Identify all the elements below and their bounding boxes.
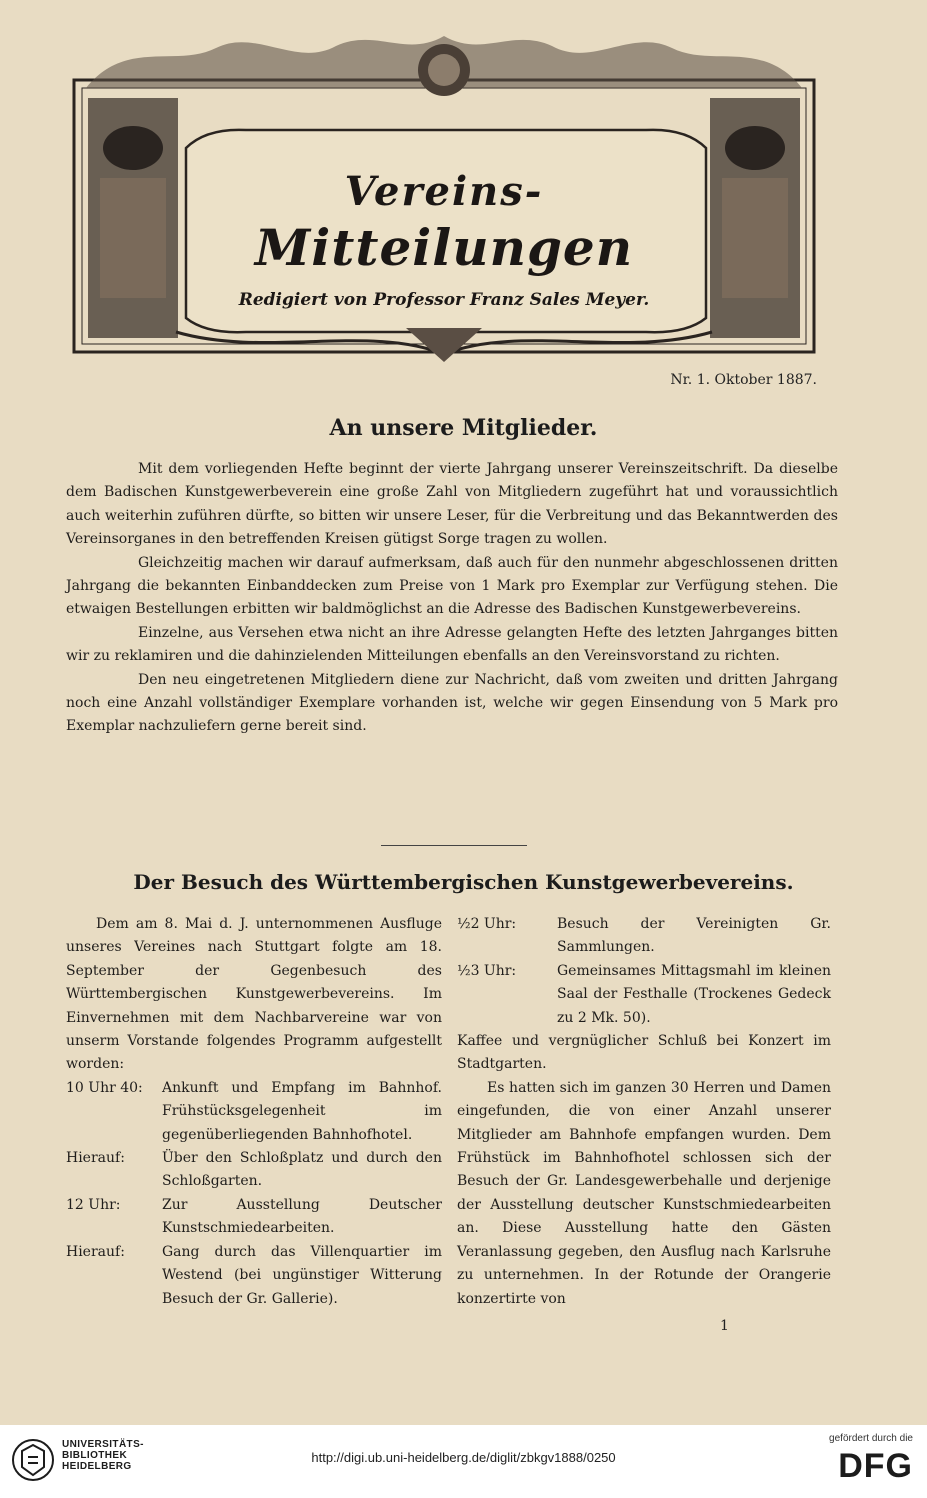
article2-continuation: Es hatten sich im ganzen 30 Herren und Damen eingefunden, die von einer Anzahl unserer Mitglieder am Bahnhofe empfangen wurden. Dem Frühstück im Bahnhofhotel schlossen sich der Besuch der Gr. Landesgewerbehalle und derjenige der Ausstellung deutscher Kunstschmiedearbeiten an. Diese Ausstellung hatte den Gästen Veranlassung gegeben, den Ausflug nach Karlsruhe zu unternehmen. In der Rotunde der Orangerie konzertirte von bbox=[457, 1079, 831, 1307]
program-desc: Gang durch das Villenquartier im Westend (bei ungünstiger Witterung Besuch der Gr. Gallerie). bbox=[162, 1243, 442, 1307]
program-desc: Zur Ausstellung Deutscher Kunstschmiedearbeiten. bbox=[162, 1196, 442, 1237]
masthead-subtitle: Redigiert von Professor Franz Sales Meyer. bbox=[238, 290, 650, 310]
library-line: UNIVERSITÄTS- bbox=[62, 1439, 144, 1450]
source-url-link[interactable]: http://digi.ub.uni-heidelberg.de/diglit/zbkgv1888/0250 bbox=[311, 1450, 616, 1465]
program-time: 10 Uhr 40: bbox=[66, 1079, 143, 1096]
masthead-title-line2: Mitteilungen bbox=[254, 218, 634, 277]
article1-heading: An unsere Mitglieder. bbox=[329, 415, 598, 441]
funded-by-label: gefördert durch die bbox=[829, 1433, 913, 1444]
article2-heading: Der Besuch des Württembergischen Kunstgewerbevereins. bbox=[133, 870, 794, 894]
article1-body bbox=[66, 458, 838, 739]
program-desc: Ankunft und Empfang im Bahnhof. Frühstücksgelegenheit im gegenüberliegenden Bahnhofhotel. bbox=[162, 1079, 442, 1143]
program-item bbox=[66, 1241, 442, 1311]
article2-right-column bbox=[457, 913, 831, 1311]
program-item bbox=[457, 913, 831, 960]
program-item bbox=[66, 1147, 442, 1194]
library-line: HEIDELBERG bbox=[62, 1461, 132, 1472]
article2-left-column bbox=[66, 913, 442, 1311]
program-desc: Über den Schloßplatz und durch den Schloßgarten. bbox=[162, 1150, 442, 1190]
program-closing: Kaffee und vergnüglicher Schluß bei Konzert im Stadtgarten. bbox=[457, 1033, 831, 1073]
article1-paragraph: Mit dem vorliegenden Hefte beginnt der vierte Jahrgang unserer Vereinszeitschrift. Da dieselbe dem Badischen Kunstgewerbeverein eine große Zahl von Mitgliedern zugeführt hat und voraussichtlich auch weiterhin zuführen dürfte, so bitten wir unsere Leser, für die Verbreitung und das Bekanntwerden des Vereinsorganes in den betreffenden Kreisen gütigst Sorge tragen zu wollen. bbox=[66, 461, 838, 548]
ornamental-masthead bbox=[66, 28, 822, 366]
library-line: BIBLIOTHEK bbox=[62, 1450, 128, 1461]
dfg-logo: DFG bbox=[838, 1447, 913, 1485]
program-time: Hierauf: bbox=[66, 1243, 125, 1260]
article2-intro: Dem am 8. Mai d. J. unternommenen Ausfluge unseres Vereines nach Stuttgart folgte am 18. September der Gegenbesuch des Württembergischen Kunstgewerbevereins. Im Einvernehmen mit dem Nachbarvereine war von unserm Vorstande folgendes Programm aufgestellt worden: bbox=[66, 916, 442, 1073]
program-time: ½3 Uhr: bbox=[457, 962, 517, 979]
program-item bbox=[66, 1194, 442, 1241]
page-number: 1 bbox=[720, 1318, 729, 1334]
program-desc: Gemeinsames Mittagsmahl im kleinen Saal der Festhalle (Trockenes Gedeck zu 2 Mk. 50). bbox=[557, 962, 831, 1026]
masthead-title-line1: Vereins- bbox=[344, 168, 544, 215]
program-time: 12 Uhr: bbox=[66, 1196, 121, 1213]
program-time: ½2 Uhr: bbox=[457, 916, 517, 932]
issue-line: Nr. 1. Oktober 1887. bbox=[670, 372, 817, 388]
footer-bar bbox=[0, 1425, 927, 1498]
program-item bbox=[457, 960, 831, 1030]
program-item bbox=[66, 1077, 442, 1147]
program-desc: Besuch der Vereinigten Gr. Sammlungen. bbox=[557, 916, 831, 956]
article1-paragraph: Gleichzeitig machen wir darauf aufmerksam, daß auch für den nunmehr abgeschlossenen dritten Jahrgang die bekannten Einbanddecken zum Preise von 1 Mark pro Exemplar zur Verfügung stehen. Die etwaigen Bestellungen erbitten wir baldmöglichst an die Adresse des Badischen Kunstgewerbevereins. bbox=[66, 554, 838, 618]
article1-paragraph: Einzelne, aus Versehen etwa nicht an ihre Adresse gelangten Hefte des letzten Jahrganges bitten wir zu reklamiren und die dahinzielenden Mitteilungen ebenfalls an den Vereinsvorstand zu richten. bbox=[66, 624, 838, 665]
article1-paragraph: Den neu eingetretenen Mitgliedern diene zur Nachricht, daß vom zweiten und dritten Jahrgang noch eine Anzahl vollständiger Exemplare vorhanden ist, welche wir gegen Einsendung von 5 Mark pro Exemplar nachzuliefern gerne bereit sind. bbox=[66, 671, 838, 735]
section-divider bbox=[381, 845, 527, 846]
program-time: Hierauf: bbox=[66, 1150, 125, 1167]
